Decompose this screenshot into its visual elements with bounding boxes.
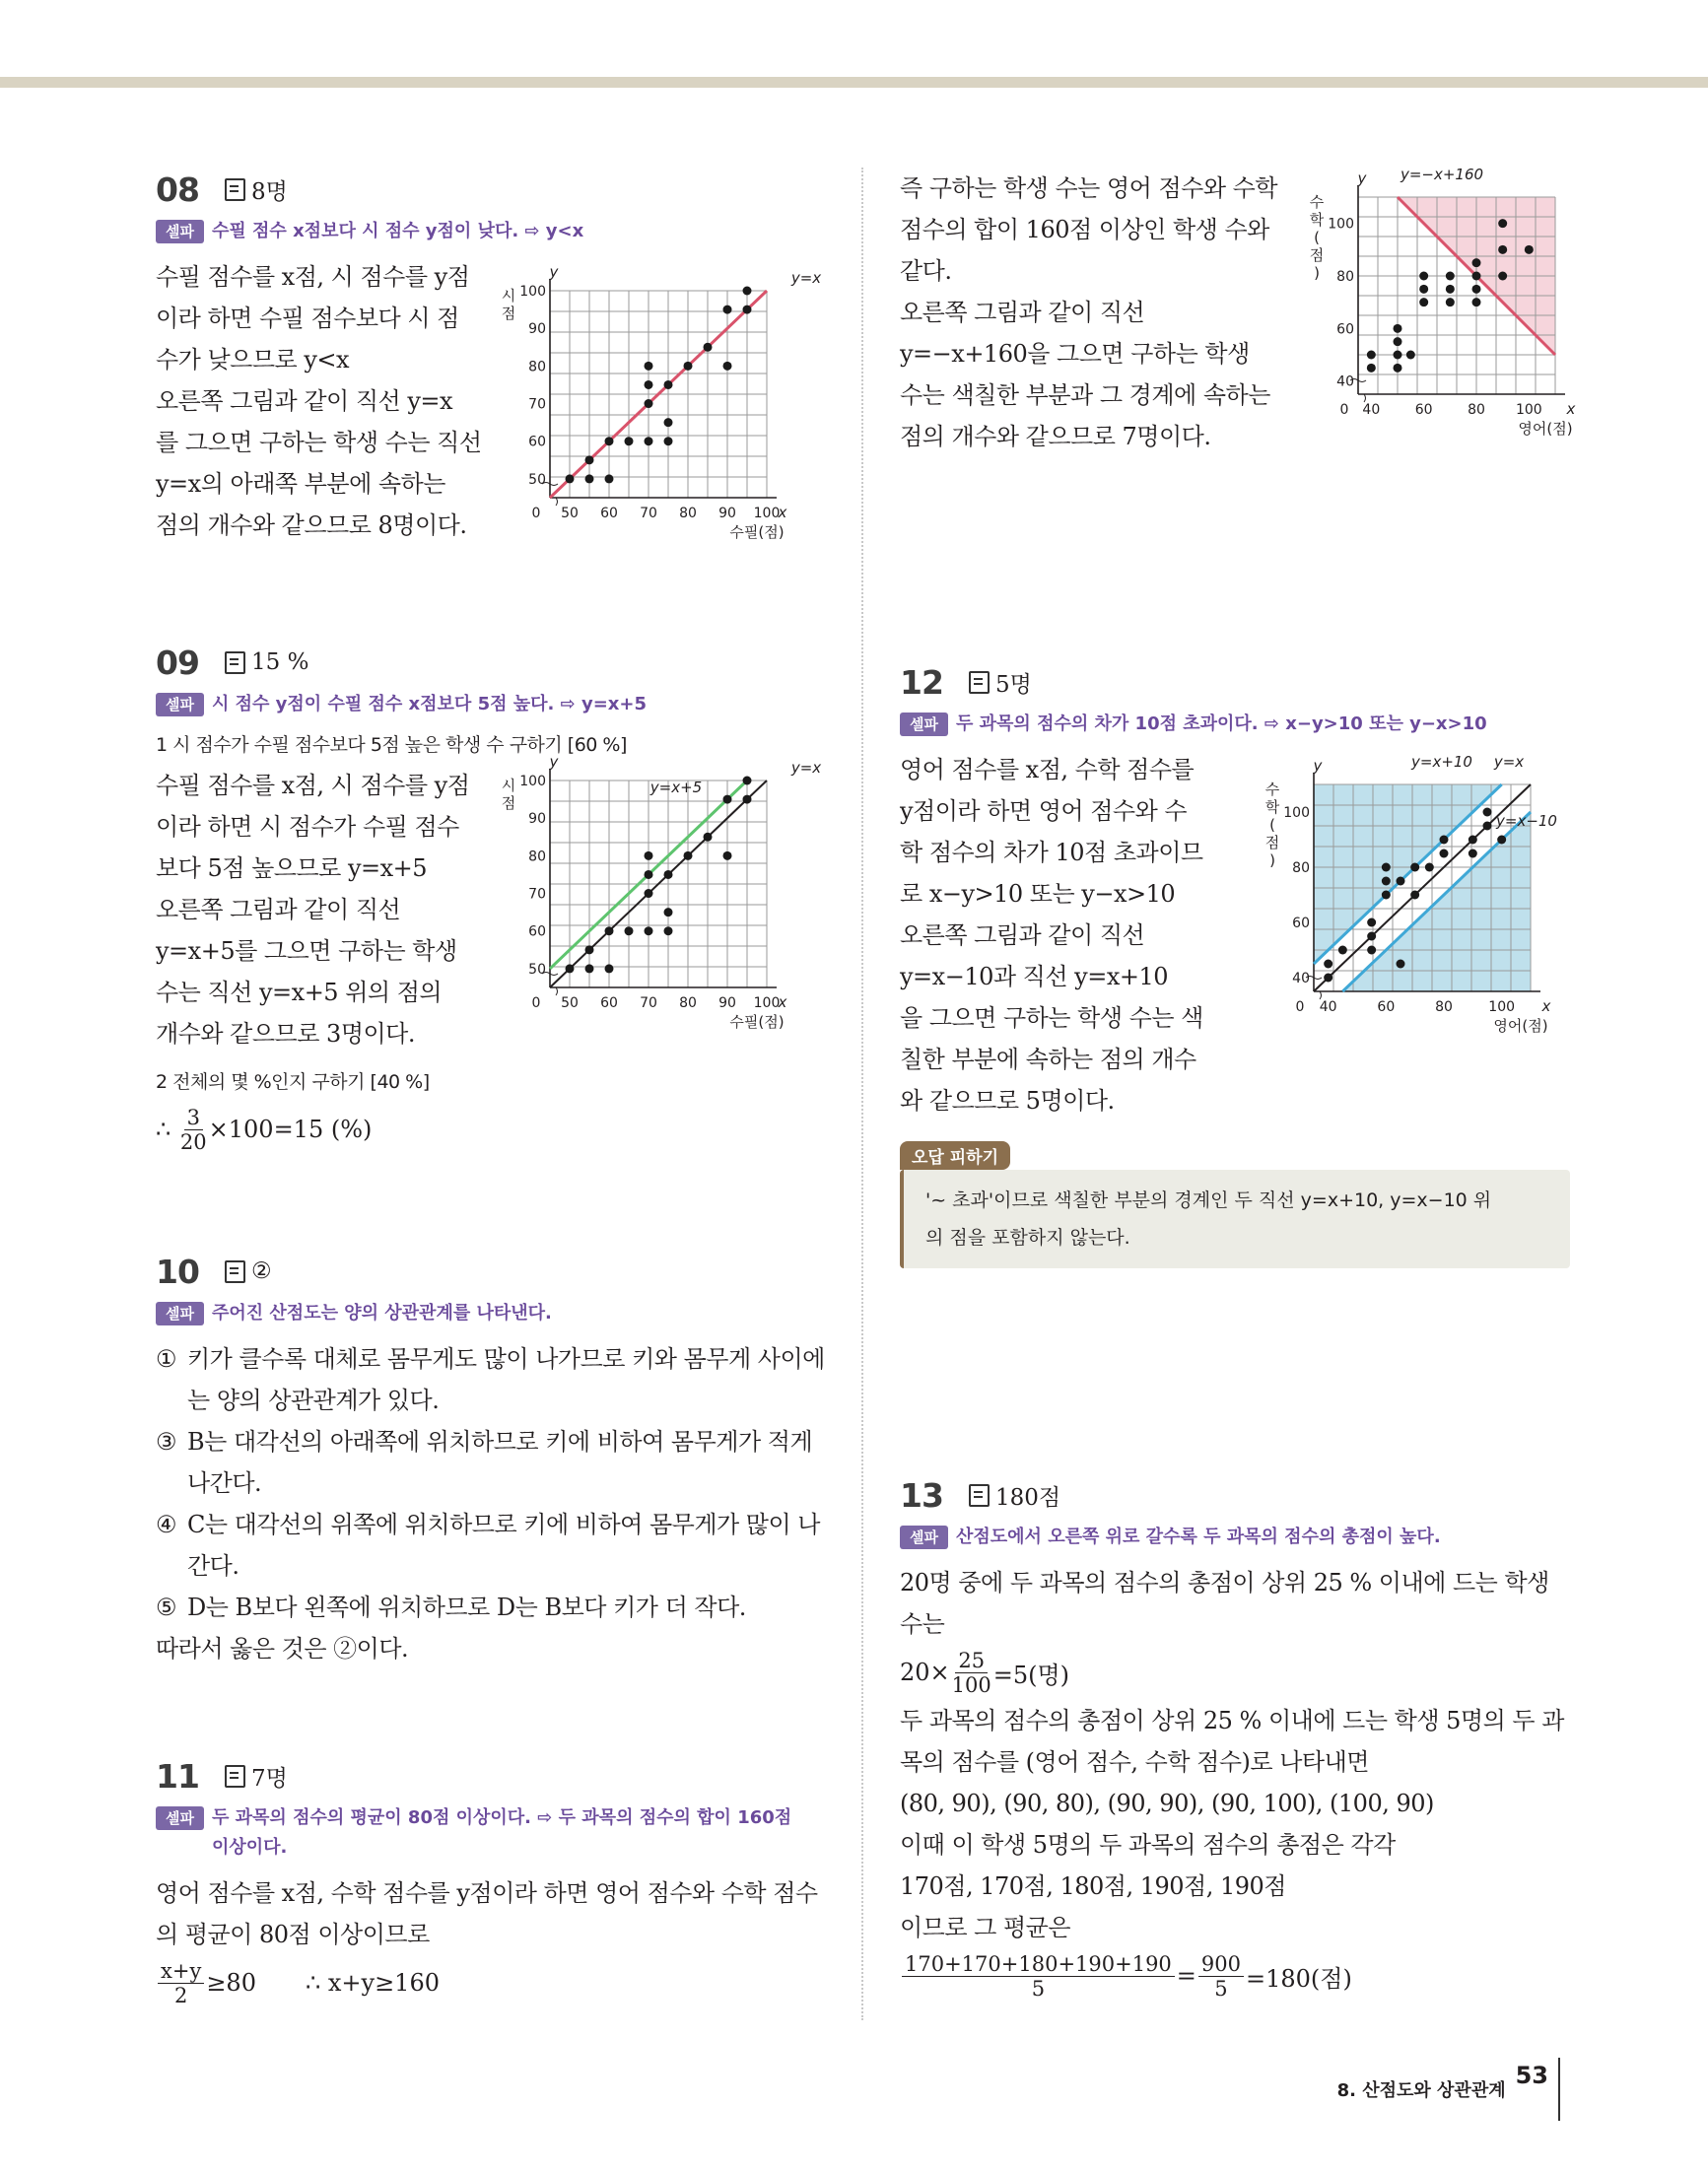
y-tick-label: 80 [528, 849, 546, 865]
data-point [585, 964, 594, 973]
y-axis-title: ) [1269, 851, 1275, 869]
axis-break-icon [556, 498, 558, 506]
note-label: 오답 피하기 [900, 1141, 1010, 1170]
data-point [1382, 891, 1391, 900]
x-tick-label: 100 [1515, 402, 1542, 418]
data-point [723, 795, 732, 804]
data-point [1498, 245, 1507, 254]
solution-text: 영어 점수를 x점, 수학 점수를 y점이라 하면 영어 점수와 수 학 점수의 차가 10점 초과이므 로 x−y>10 또는 y−x>10 오른쪽 그림과 같이 직선 y=x−10과 직선 y=x+10 을 그으면 구하는 학생 수는 색 칠한 부분에 속하는 점의 개수 와 같으므로 5명이다. [900, 756, 1203, 1115]
data-point [1338, 946, 1347, 955]
y-axis-title: 점 [501, 305, 516, 322]
data-point [1425, 863, 1434, 872]
calculation-1: 20× $\frac{25}{100}$ =5(명) [900, 1648, 1070, 1697]
answer-icon [225, 651, 245, 674]
x-tick-label: 100 [753, 506, 781, 521]
data-point [585, 455, 594, 464]
origin-label: 0 [531, 995, 541, 1011]
data-point [1497, 836, 1506, 845]
data-point [1382, 863, 1391, 872]
y-tick-label: 90 [528, 321, 546, 338]
data-point [704, 343, 713, 352]
y-axis-title: 점 [501, 794, 516, 812]
data-point [605, 437, 614, 445]
data-point [605, 474, 614, 483]
y-tick-label: 80 [528, 359, 546, 375]
x-axis-label: x [1541, 997, 1551, 1015]
scatter-graph-08 [501, 263, 826, 551]
problem-number: 08 [156, 170, 199, 209]
solution-text: 수필 점수를 x점, 시 점수를 y점 이라 하면 시 점수가 수필 점수 보다 5점 높으므로 y=x+5 오른쪽 그림과 같이 직선 y=x+5를 그으면 구하는 학생 수는 직선 y=x+5 위의 점의 개수와 같으므로 3명이다. [156, 772, 470, 1048]
axis-break-icon [556, 987, 558, 995]
tip: 셀파 두 과목의 점수의 평균이 80점 이상이다. ⇨ 두 과목의 점수의 합이 160점 이상이다. [156, 1803, 826, 1863]
y-axis-title: 점 [1309, 246, 1325, 264]
y-tick-label: 100 [519, 284, 546, 300]
x-tick-label: 90 [718, 995, 736, 1011]
y-tick-label: 80 [1292, 860, 1310, 876]
data-point [1367, 918, 1376, 927]
chapter-title: 8. 산점도와 상관관계 [1336, 2080, 1506, 2101]
solution-text: ① 키가 클수록 대체로 몸무게도 많이 나가므로 키와 몸무게 사이에는 양의 상관관계가 있다. ③ B는 대각선의 아래쪽에 위치하므로 키에 비하여 몸무게가 적게 나간다. ④ C는 대각선의 위쪽에 위치하므로 키에 비하여 몸무게가 많이 나간다. ⑤ D는 B보다 왼쪽에 위치하므로 D는 B보다 키가 더 작다. 따라서 옳은 것은 ②이다. [156, 1338, 826, 1669]
line-label: y=−x+160 [1400, 166, 1484, 183]
data-point [645, 926, 653, 935]
x-tick-label: 60 [600, 995, 618, 1011]
y-tick-label: 90 [528, 811, 546, 828]
axis-break-icon [1320, 991, 1322, 999]
x-tick-label: 70 [640, 506, 657, 521]
problem-number: 10 [156, 1252, 199, 1291]
y-axis-title: 학 [1264, 798, 1280, 816]
data-point [625, 437, 634, 445]
y-axis-title: 수 [1309, 193, 1325, 211]
data-point [645, 889, 653, 898]
problem-10 [156, 1250, 826, 1669]
answer: 7명 [225, 1760, 288, 1793]
x-axis-label: x [778, 993, 787, 1011]
data-point [1446, 298, 1455, 306]
data-point [664, 870, 673, 879]
data-point [605, 964, 614, 973]
x-tick-label: 50 [561, 995, 579, 1011]
data-point [1410, 891, 1419, 900]
x-tick-label: 60 [600, 506, 618, 521]
data-point [645, 851, 653, 860]
origin-label: 0 [531, 506, 541, 521]
y-axis-title: 학 [1309, 211, 1325, 229]
answer-icon [225, 1260, 245, 1283]
line-label: y=x [1493, 753, 1525, 771]
data-point [1394, 364, 1402, 373]
x-axis-title: 영어(점) [1493, 1017, 1548, 1035]
list-item: ⑤ D는 B보다 왼쪽에 위치하므로 D는 B보다 키가 더 작다. [156, 1594, 746, 1621]
data-point [1394, 337, 1402, 346]
answer-icon [969, 1484, 990, 1507]
x-axis-label: x [1566, 400, 1576, 418]
y-tick-label: 50 [528, 961, 546, 978]
data-point [1367, 351, 1376, 360]
tip: 셀파 주어진 산점도는 양의 상관관계를 나타낸다. [156, 1299, 826, 1328]
x-tick-label: 80 [1435, 999, 1453, 1015]
solution-text: 즉 구하는 학생 수는 영어 점수와 수학 점수의 합이 160점 이상인 학생 수와 같다. 오른쪽 그림과 같이 직선 y=−x+160을 그으면 구하는 학생 수는 색칠한 부분과 그 경계에 속하는 점의 개수와 같으므로 7명이다. [900, 174, 1278, 450]
problem-09 [156, 641, 826, 1157]
y-tick-label: 70 [528, 886, 546, 903]
data-point [566, 474, 575, 483]
problem-number: 12 [900, 662, 943, 702]
solution-text-2: 두 과목의 점수의 총점이 상위 25 % 이내에 드는 학생 5명의 두 과 목의 점수를 (영어 점수, 수학 점수)로 나타내면 (80, 90), (90, 80), (90, 90), (90, 100), (100, 90) 이때 이 학생 5명의 두 과목의 점수의 총점은 각각 170점, 170점, 180점, 190점, 190점 이므로 그 평균은 [900, 1707, 1564, 1941]
x-tick-label: 100 [753, 995, 781, 1011]
y-tick-label: 60 [1292, 916, 1310, 931]
top-band [0, 77, 1708, 88]
y-axis-title: ) [1314, 264, 1320, 282]
x-tick-label: 80 [679, 506, 697, 521]
data-point [1525, 245, 1534, 254]
column-divider [861, 168, 863, 2020]
x-tick-label: 40 [1319, 999, 1337, 1015]
y-axis-label: y [1313, 757, 1323, 775]
data-point [645, 362, 653, 371]
scatter-graph-11 [1304, 168, 1590, 447]
y-axis-label: y [549, 753, 559, 771]
data-point [1498, 219, 1507, 228]
data-point [1419, 272, 1428, 281]
data-point [743, 306, 752, 314]
data-point [743, 795, 752, 804]
calculation-2: $\frac{170+170+180+190+190}{5}$ = $\frac{900}{5}$ =180(점) [900, 1948, 1570, 2003]
answer-icon [969, 671, 990, 694]
data-point [1446, 285, 1455, 294]
x-tick-label: 60 [1414, 402, 1433, 418]
list-item: ④ C는 대각선의 위쪽에 위치하므로 키에 비하여 몸무게가 많이 나간다. [156, 1511, 820, 1580]
tip: 셀파 시 점수 y점이 수필 점수 x점보다 5점 높다. ⇨ y=x+5 [156, 690, 826, 719]
origin-label: 0 [1339, 402, 1349, 418]
x-axis-title: 영어(점) [1518, 420, 1573, 438]
data-point [704, 833, 713, 842]
axis-break-icon [1364, 394, 1366, 402]
data-point [1410, 863, 1419, 872]
note [900, 1141, 1570, 1268]
x-axis-title: 수필(점) [729, 523, 785, 541]
y-axis-title: 수 [1264, 781, 1280, 798]
data-point [743, 287, 752, 296]
scatter-graph-09 [501, 753, 826, 1041]
answer-icon [225, 178, 245, 201]
page-number: 53 [1516, 2058, 1560, 2121]
data-point [684, 851, 693, 860]
y-axis-label: y [549, 263, 559, 281]
data-point [645, 437, 653, 445]
problem-11 [156, 1754, 826, 2010]
data-point [1394, 351, 1402, 360]
data-point [664, 926, 673, 935]
data-point [1419, 298, 1428, 306]
answer-icon [225, 1765, 245, 1788]
answer: 5명 [969, 666, 1032, 699]
data-point [645, 380, 653, 389]
data-point [1324, 974, 1332, 983]
y-tick-label: 100 [1283, 805, 1310, 821]
y-axis-title: ( [1314, 229, 1320, 246]
tip: 셀파 산점도에서 오른쪽 위로 갈수록 두 과목의 점수의 총점이 높다. [900, 1523, 1570, 1552]
solution-text: 20명 중에 두 과목의 점수의 총점이 상위 25 % 이내에 드는 학생 수는 [900, 1569, 1549, 1638]
list-item: ③ B는 대각선의 아래쪽에 위치하므로 키에 비하여 몸무게가 적게 나간다. [156, 1428, 813, 1497]
data-point [1483, 808, 1492, 817]
y-tick-label: 70 [528, 396, 546, 413]
line-label: y=x+5 [649, 779, 703, 796]
data-point [664, 418, 673, 427]
x-tick-label: 40 [1362, 402, 1381, 418]
data-point [585, 945, 594, 954]
data-point [723, 362, 732, 371]
data-point [625, 926, 634, 935]
data-point [645, 399, 653, 408]
data-point [1472, 258, 1481, 267]
data-point [1367, 932, 1376, 941]
data-point [605, 926, 614, 935]
problem-11-continued [900, 166, 1576, 457]
data-point [645, 870, 653, 879]
data-point [1419, 285, 1428, 294]
data-point [743, 777, 752, 785]
x-axis-title: 수필(점) [729, 1013, 785, 1031]
answer: 180점 [969, 1479, 1060, 1512]
data-point [664, 380, 673, 389]
x-tick-label: 90 [718, 506, 736, 521]
data-point [723, 851, 732, 860]
y-tick-label: 60 [528, 923, 546, 940]
step-1: 1 시 점수가 수필 점수보다 5점 높은 학생 수 구하기 [60 %] [156, 734, 627, 756]
calculation: ∴ $\frac{3}{20}$ ×100=15 (%) [156, 1105, 373, 1154]
data-point [684, 362, 693, 371]
y-tick-label: 40 [1292, 971, 1310, 986]
answer: 15 % [225, 649, 308, 675]
data-point [1397, 960, 1405, 969]
data-point [1440, 836, 1449, 845]
y-tick-label: 40 [1336, 373, 1354, 390]
x-tick-label: 80 [1468, 402, 1485, 418]
data-point [1498, 272, 1507, 281]
problem-12 [900, 660, 1570, 1268]
answer: 8명 [225, 173, 288, 206]
data-point [1367, 364, 1376, 373]
data-point [1367, 946, 1376, 955]
calculation: $\frac{x+y}{2}$ ≥80 ∴ x+y≥160 [156, 1955, 826, 2010]
solution-text: 수필 점수를 x점, 시 점수를 y점 이라 하면 수필 점수보다 시 점 수가 낮으므로 y<x 오른쪽 그림과 같이 직선 y=x 를 그으면 구하는 학생 수는 직선 y=x의 아래쪽 부분에 속하는 점의 개수와 같으므로 8명이다. [156, 263, 482, 539]
x-tick-label: 60 [1377, 999, 1396, 1015]
line-label: y=x+10 [1411, 753, 1472, 771]
tip: 셀파 두 과목의 점수의 차가 10점 초과이다. ⇨ x−y>10 또는 y−x>10 [900, 710, 1570, 739]
y-tick-label: 80 [1336, 269, 1354, 285]
data-point [1469, 836, 1477, 845]
data-point [1324, 960, 1332, 969]
data-point [1406, 351, 1415, 360]
x-tick-label: 70 [640, 995, 657, 1011]
data-point [1472, 285, 1481, 294]
problem-number: 11 [156, 1756, 199, 1796]
data-point [1397, 877, 1405, 886]
y-tick-label: 60 [1336, 321, 1354, 338]
y-axis-title: 점 [1264, 834, 1280, 851]
y-tick-label: 100 [1328, 216, 1354, 233]
problem-number: 09 [156, 643, 199, 682]
y-axis-title: 시 [501, 777, 516, 794]
data-point [1469, 849, 1477, 858]
answer: ② [225, 1258, 272, 1284]
origin-label: 0 [1295, 999, 1305, 1015]
data-point [1394, 324, 1402, 333]
x-tick-label: 80 [679, 995, 697, 1011]
data-point [664, 437, 673, 445]
line-label: y=x [790, 759, 822, 777]
y-axis-title: ( [1269, 816, 1275, 834]
data-point [566, 964, 575, 973]
y-tick-label: 100 [519, 774, 546, 789]
data-point [1483, 822, 1492, 831]
solution-text: 영어 점수를 x점, 수학 점수를 y점이라 하면 영어 점수와 수학 점수 의 평균이 80점 이상이므로 [156, 1879, 818, 1948]
y-axis-title: 시 [501, 287, 516, 305]
data-point [585, 474, 594, 483]
data-point [1446, 272, 1455, 281]
x-tick-label: 100 [1488, 999, 1516, 1015]
step-2: 2 전체의 몇 %인지 구하기 [40 %] [156, 1071, 430, 1093]
data-point [1472, 298, 1481, 306]
data-point [1382, 877, 1391, 886]
y-tick-label: 60 [528, 434, 546, 450]
problem-13 [900, 1473, 1570, 2003]
list-item: ① 키가 클수록 대체로 몸무게도 많이 나가므로 키와 몸무게 사이에는 양의 상관관계가 있다. [156, 1345, 825, 1414]
scatter-graph-12 [1255, 755, 1570, 1035]
x-axis-label: x [778, 504, 787, 521]
data-point [723, 306, 732, 314]
y-axis-label: y [1357, 170, 1367, 187]
tip: 셀파 수필 점수 x점보다 시 점수 y점이 낮다. ⇨ y<x [156, 217, 826, 246]
line-label: y=x [790, 269, 822, 287]
line-label: y=x−10 [1496, 812, 1557, 830]
page-footer [1337, 2058, 1560, 2121]
data-point [1472, 272, 1481, 281]
problem-08 [156, 168, 826, 546]
x-tick-label: 50 [561, 506, 579, 521]
data-point [664, 908, 673, 917]
data-point [1440, 849, 1449, 858]
note-box: '~ 초과'이므로 색칠한 부분의 경계인 두 직선 y=x+10, y=x−10 위 의 점을 포함하지 않는다. [900, 1170, 1570, 1268]
problem-number: 13 [900, 1475, 943, 1515]
y-tick-label: 50 [528, 471, 546, 488]
